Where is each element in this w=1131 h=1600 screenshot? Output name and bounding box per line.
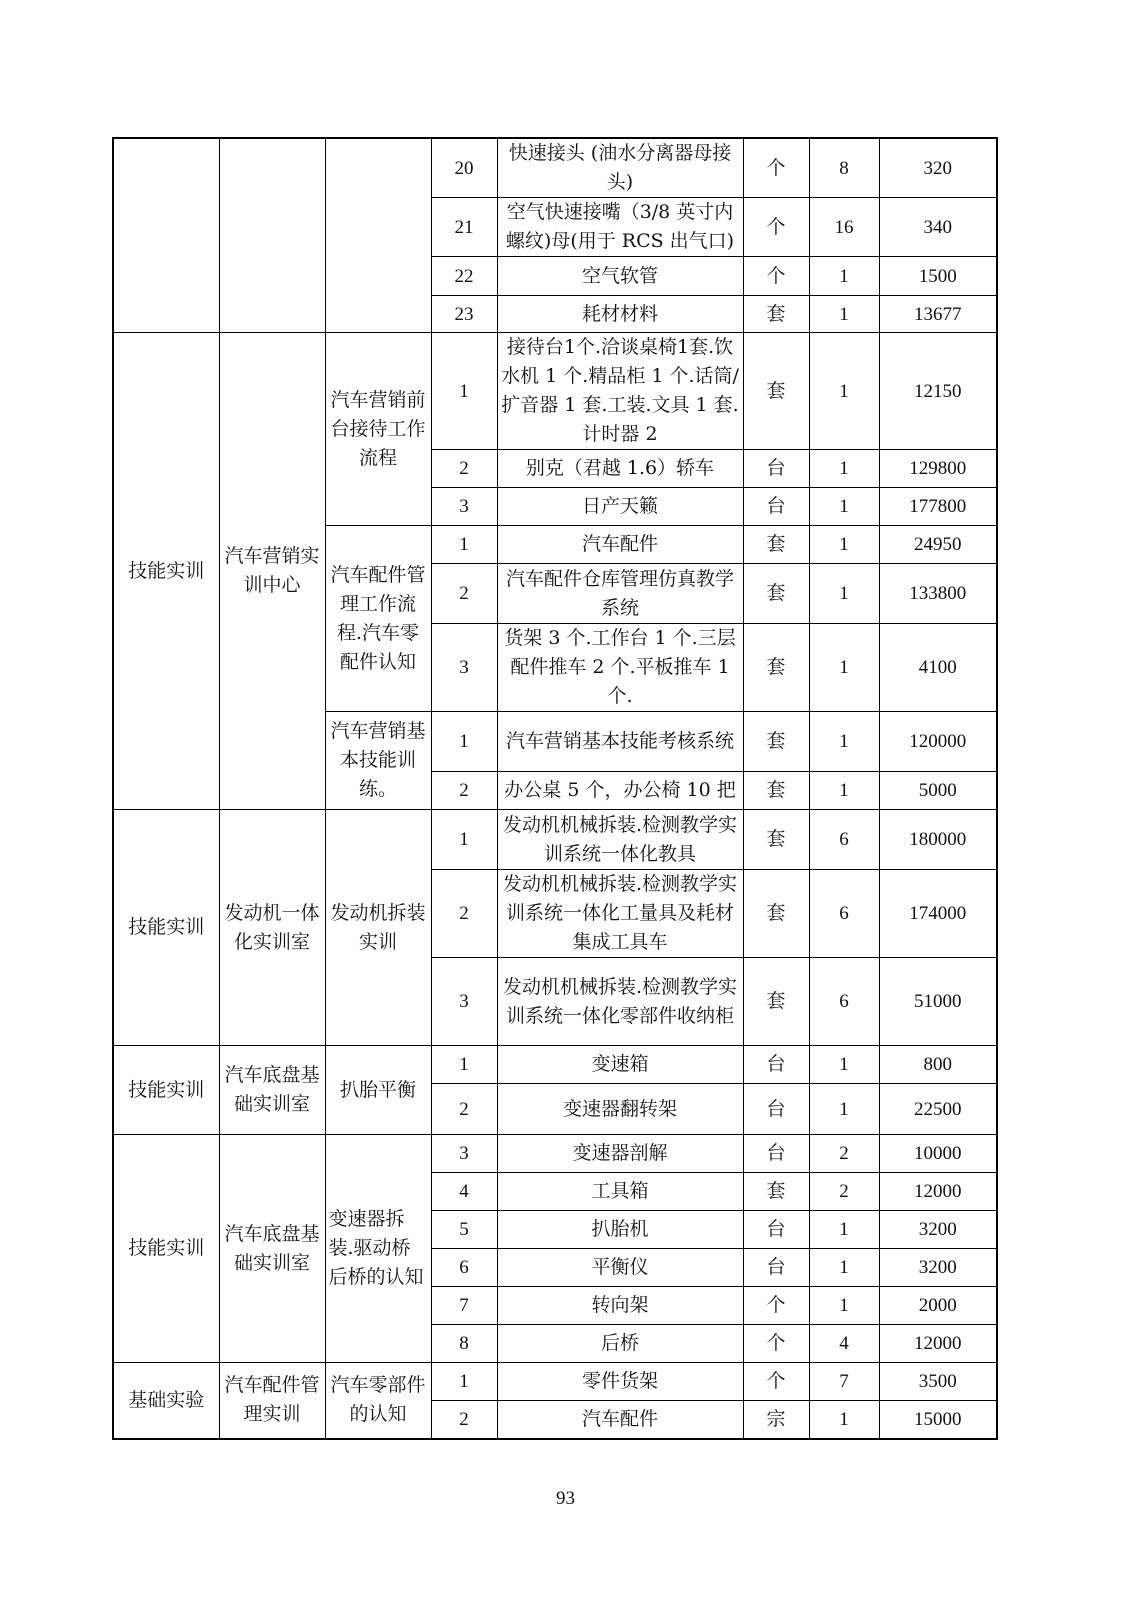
unit-cell: 个: [743, 1287, 809, 1325]
price-cell: 5000: [879, 772, 997, 810]
item-number-cell: 1: [431, 1046, 497, 1084]
item-number-cell: 1: [431, 526, 497, 564]
training-center-cell: [219, 138, 325, 333]
training-project-cell: [325, 138, 431, 333]
unit-cell: 套: [743, 296, 809, 333]
item-number-cell: 22: [431, 257, 497, 296]
price-cell: 340: [879, 198, 997, 257]
item-name-cell: 后桥: [497, 1325, 743, 1363]
item-name-cell: 变速器剖解: [497, 1135, 743, 1173]
item-name-cell: 别克（君越 1.6）轿车: [497, 450, 743, 488]
item-number-cell: 2: [431, 772, 497, 810]
item-number-cell: 23: [431, 296, 497, 333]
quantity-cell: 1: [809, 526, 879, 564]
price-cell: 800: [879, 1046, 997, 1084]
category-cell: 技能实训: [113, 1135, 219, 1363]
price-cell: 10000: [879, 1135, 997, 1173]
category-cell: 技能实训: [113, 1046, 219, 1135]
item-number-cell: 1: [431, 810, 497, 870]
item-name-cell: 零件货架: [497, 1363, 743, 1401]
price-cell: 12000: [879, 1173, 997, 1211]
price-cell: 177800: [879, 488, 997, 526]
category-cell: 基础实验: [113, 1363, 219, 1439]
price-cell: 13677: [879, 296, 997, 333]
unit-cell: 台: [743, 450, 809, 488]
price-cell: 4100: [879, 624, 997, 712]
quantity-cell: 1: [809, 1211, 879, 1249]
price-cell: 180000: [879, 810, 997, 870]
table-row: [113, 138, 997, 198]
price-cell: 1500: [879, 257, 997, 296]
unit-cell: 套: [743, 526, 809, 564]
item-number-cell: 1: [431, 1363, 497, 1401]
item-name-cell: 发动机机械拆装.检测教学实训系统一体化工量具及耗材集成工具车: [497, 870, 743, 958]
item-number-cell: 3: [431, 488, 497, 526]
item-name-cell: 转向架: [497, 1287, 743, 1325]
unit-cell: 套: [743, 958, 809, 1046]
item-name-cell: 空气快速接嘴（3/8 英寸内螺纹)母(用于 RCS 出气口): [497, 198, 743, 257]
price-cell: 3200: [879, 1211, 997, 1249]
item-number-cell: 2: [431, 1401, 497, 1439]
quantity-cell: 6: [809, 810, 879, 870]
item-number-cell: 3: [431, 958, 497, 1046]
quantity-cell: 6: [809, 870, 879, 958]
quantity-cell: 1: [809, 1084, 879, 1135]
item-number-cell: 2: [431, 870, 497, 958]
training-project-cell: 扒胎平衡: [325, 1046, 431, 1135]
price-cell: 129800: [879, 450, 997, 488]
quantity-cell: 1: [809, 296, 879, 333]
quantity-cell: 1: [809, 333, 879, 450]
quantity-cell: 1: [809, 1401, 879, 1439]
item-number-cell: 2: [431, 564, 497, 624]
unit-cell: 个: [743, 198, 809, 257]
quantity-cell: 1: [809, 1046, 879, 1084]
training-project-cell: 发动机拆装实训: [325, 810, 431, 1046]
training-project-cell: 汽车配件管理工作流程.汽车零配件认知: [325, 526, 431, 712]
price-cell: 3200: [879, 1249, 997, 1287]
unit-cell: 台: [743, 1084, 809, 1135]
price-cell: 51000: [879, 958, 997, 1046]
price-cell: 174000: [879, 870, 997, 958]
category-cell: 技能实训: [113, 810, 219, 1046]
training-center-cell: 汽车营销实训中心: [219, 333, 325, 810]
unit-cell: 宗: [743, 1401, 809, 1439]
unit-cell: 个: [743, 138, 809, 198]
unit-cell: 套: [743, 624, 809, 712]
item-number-cell: 1: [431, 712, 497, 772]
item-number-cell: 2: [431, 450, 497, 488]
quantity-cell: 1: [809, 564, 879, 624]
unit-cell: 套: [743, 810, 809, 870]
price-cell: 120000: [879, 712, 997, 772]
quantity-cell: 1: [809, 624, 879, 712]
quantity-cell: 1: [809, 257, 879, 296]
item-name-cell: 扒胎机: [497, 1211, 743, 1249]
price-cell: 3500: [879, 1363, 997, 1401]
quantity-cell: 2: [809, 1135, 879, 1173]
item-name-cell: 发动机机械拆装.检测教学实训系统一体化教具: [497, 810, 743, 870]
training-center-cell: 汽车配件管理实训: [219, 1363, 325, 1439]
unit-cell: 套: [743, 564, 809, 624]
price-cell: 12000: [879, 1325, 997, 1363]
unit-cell: 个: [743, 1325, 809, 1363]
training-center-cell: 汽车底盘基础实训室: [219, 1046, 325, 1135]
item-number-cell: 6: [431, 1249, 497, 1287]
training-project-cell: 汽车营销基本技能训练。: [325, 712, 431, 810]
unit-cell: 套: [743, 333, 809, 450]
training-center-cell: 汽车底盘基础实训室: [219, 1135, 325, 1363]
table-row: [113, 810, 997, 870]
quantity-cell: 16: [809, 198, 879, 257]
training-project-cell: 汽车营销前台接待工作流程: [325, 333, 431, 526]
quantity-cell: 4: [809, 1325, 879, 1363]
item-name-cell: 变速器翻转架: [497, 1084, 743, 1135]
item-name-cell: 汽车配件仓库管理仿真教学系统: [497, 564, 743, 624]
quantity-cell: 1: [809, 772, 879, 810]
page-number: 93: [556, 1488, 575, 1509]
unit-cell: 套: [743, 870, 809, 958]
item-number-cell: 21: [431, 198, 497, 257]
price-cell: 24950: [879, 526, 997, 564]
unit-cell: 台: [743, 1135, 809, 1173]
item-number-cell: 7: [431, 1287, 497, 1325]
price-cell: 2000: [879, 1287, 997, 1325]
unit-cell: 台: [743, 1046, 809, 1084]
training-project-cell: 变速器拆装.驱动桥后桥的认知: [325, 1135, 431, 1363]
item-name-cell: 平衡仪: [497, 1249, 743, 1287]
quantity-cell: 2: [809, 1173, 879, 1211]
item-name-cell: 汽车配件: [497, 526, 743, 564]
unit-cell: 套: [743, 772, 809, 810]
item-name-cell: 接待台1个.洽谈桌椅1套.饮水机 1 个.精品柜 1 个.话筒/扩音器 1 套.工装.文具 1 套.计时器 2: [497, 333, 743, 450]
category-cell: [113, 138, 219, 333]
unit-cell: 套: [743, 712, 809, 772]
item-name-cell: 空气软管: [497, 257, 743, 296]
unit-cell: 台: [743, 1211, 809, 1249]
category-cell: 技能实训: [113, 333, 219, 810]
table-row: [113, 1046, 997, 1084]
quantity-cell: 1: [809, 450, 879, 488]
item-name-cell: 发动机机械拆装.检测教学实训系统一体化零部件收纳柜: [497, 958, 743, 1046]
item-name-cell: 快速接头 (油水分离器母接头): [497, 138, 743, 198]
item-number-cell: 2: [431, 1084, 497, 1135]
item-name-cell: 日产天籁: [497, 488, 743, 526]
item-number-cell: 3: [431, 624, 497, 712]
unit-cell: 台: [743, 488, 809, 526]
quantity-cell: 6: [809, 958, 879, 1046]
unit-cell: 套: [743, 1173, 809, 1211]
table-row: [113, 1363, 997, 1401]
item-number-cell: 1: [431, 333, 497, 450]
item-number-cell: 5: [431, 1211, 497, 1249]
item-number-cell: 4: [431, 1173, 497, 1211]
unit-cell: 台: [743, 1249, 809, 1287]
quantity-cell: 1: [809, 488, 879, 526]
quantity-cell: 1: [809, 1287, 879, 1325]
item-name-cell: 货架 3 个.工作台 1 个.三层配件推车 2 个.平板推车 1 个.: [497, 624, 743, 712]
quantity-cell: 1: [809, 1249, 879, 1287]
price-cell: 133800: [879, 564, 997, 624]
item-name-cell: 工具箱: [497, 1173, 743, 1211]
item-number-cell: 20: [431, 138, 497, 198]
item-number-cell: 8: [431, 1325, 497, 1363]
price-cell: 12150: [879, 333, 997, 450]
item-name-cell: 汽车配件: [497, 1401, 743, 1439]
training-center-cell: 发动机一体化实训室: [219, 810, 325, 1046]
equipment-table: [112, 137, 998, 1440]
quantity-cell: 1: [809, 712, 879, 772]
unit-cell: 个: [743, 257, 809, 296]
item-name-cell: 汽车营销基本技能考核系统: [497, 712, 743, 772]
price-cell: 320: [879, 138, 997, 198]
quantity-cell: 8: [809, 138, 879, 198]
table-row: [113, 1135, 997, 1173]
table-row: [113, 333, 997, 450]
price-cell: 15000: [879, 1401, 997, 1439]
training-project-cell: 汽车零部件的认知: [325, 1363, 431, 1439]
quantity-cell: 7: [809, 1363, 879, 1401]
price-cell: 22500: [879, 1084, 997, 1135]
table-body: [113, 138, 997, 1439]
item-name-cell: 办公桌 5 个，办公椅 10 把: [497, 772, 743, 810]
item-name-cell: 变速箱: [497, 1046, 743, 1084]
item-number-cell: 3: [431, 1135, 497, 1173]
unit-cell: 个: [743, 1363, 809, 1401]
item-name-cell: 耗材材料: [497, 296, 743, 333]
